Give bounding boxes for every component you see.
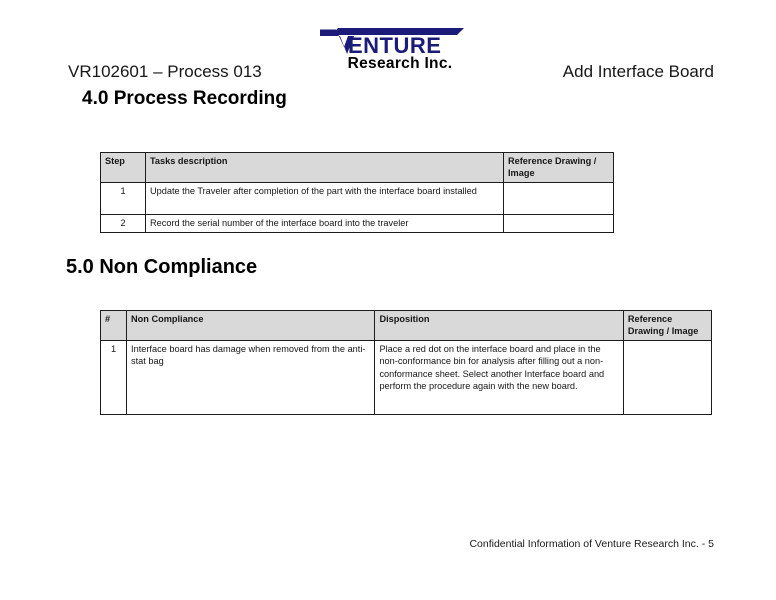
column-header-reference-drawing-image: Reference Drawing / Image — [504, 153, 614, 183]
svg-text:ENTURE: ENTURE — [348, 33, 442, 58]
table-header-row — [101, 311, 712, 341]
cell-reference — [504, 215, 614, 233]
cell-disposition: Place a red dot on the interface board and place in the non-conformance bin for analysis after filling out a non-conformance sheet. Select another Interface board and perform the procedure again with the new board. — [375, 341, 623, 415]
process-recording-table — [100, 152, 614, 233]
cell-number: 1 — [101, 341, 127, 415]
document-code: VR102601 – Process 013 — [68, 62, 262, 81]
non-compliance-table — [100, 310, 712, 415]
section-heading-process-recording: 4.0 Process Recording — [82, 88, 287, 109]
page-footer: Confidential Information of Venture Research Inc. - 5 — [469, 538, 714, 550]
cell-reference — [504, 183, 614, 215]
cell-non-compliance: Interface board has damage when removed from the anti-stat bag — [127, 341, 375, 415]
cell-step: 1 — [101, 183, 146, 215]
logo-subtitle: Research Inc. — [347, 55, 453, 72]
column-header-tasks-description: Tasks description — [146, 153, 504, 183]
table-row — [101, 341, 712, 415]
cell-task: Update the Traveler after completion of the part with the interface board installed — [146, 183, 504, 215]
logo-wordmark-icon — [318, 28, 468, 58]
table-body — [101, 341, 712, 415]
venture-research-logo — [318, 28, 468, 76]
column-header-step: Step — [101, 153, 146, 183]
document-title-right: Add Interface Board — [562, 62, 714, 81]
table-body — [101, 183, 614, 233]
column-header-number: # — [101, 311, 127, 341]
table-row — [101, 183, 614, 215]
column-header-non-compliance: Non Compliance — [127, 311, 375, 341]
table-header-row — [101, 153, 614, 183]
table-row — [101, 215, 614, 233]
table-header — [101, 311, 712, 341]
column-header-disposition: Disposition — [375, 311, 623, 341]
section-heading-non-compliance: 5.0 Non Compliance — [66, 256, 258, 278]
cell-step: 2 — [101, 215, 146, 233]
column-header-reference-drawing-image: Reference Drawing / Image — [623, 311, 711, 341]
cell-task: Record the serial number of the interface board into the traveler — [146, 215, 504, 233]
table-header — [101, 153, 614, 183]
cell-reference — [623, 341, 711, 415]
